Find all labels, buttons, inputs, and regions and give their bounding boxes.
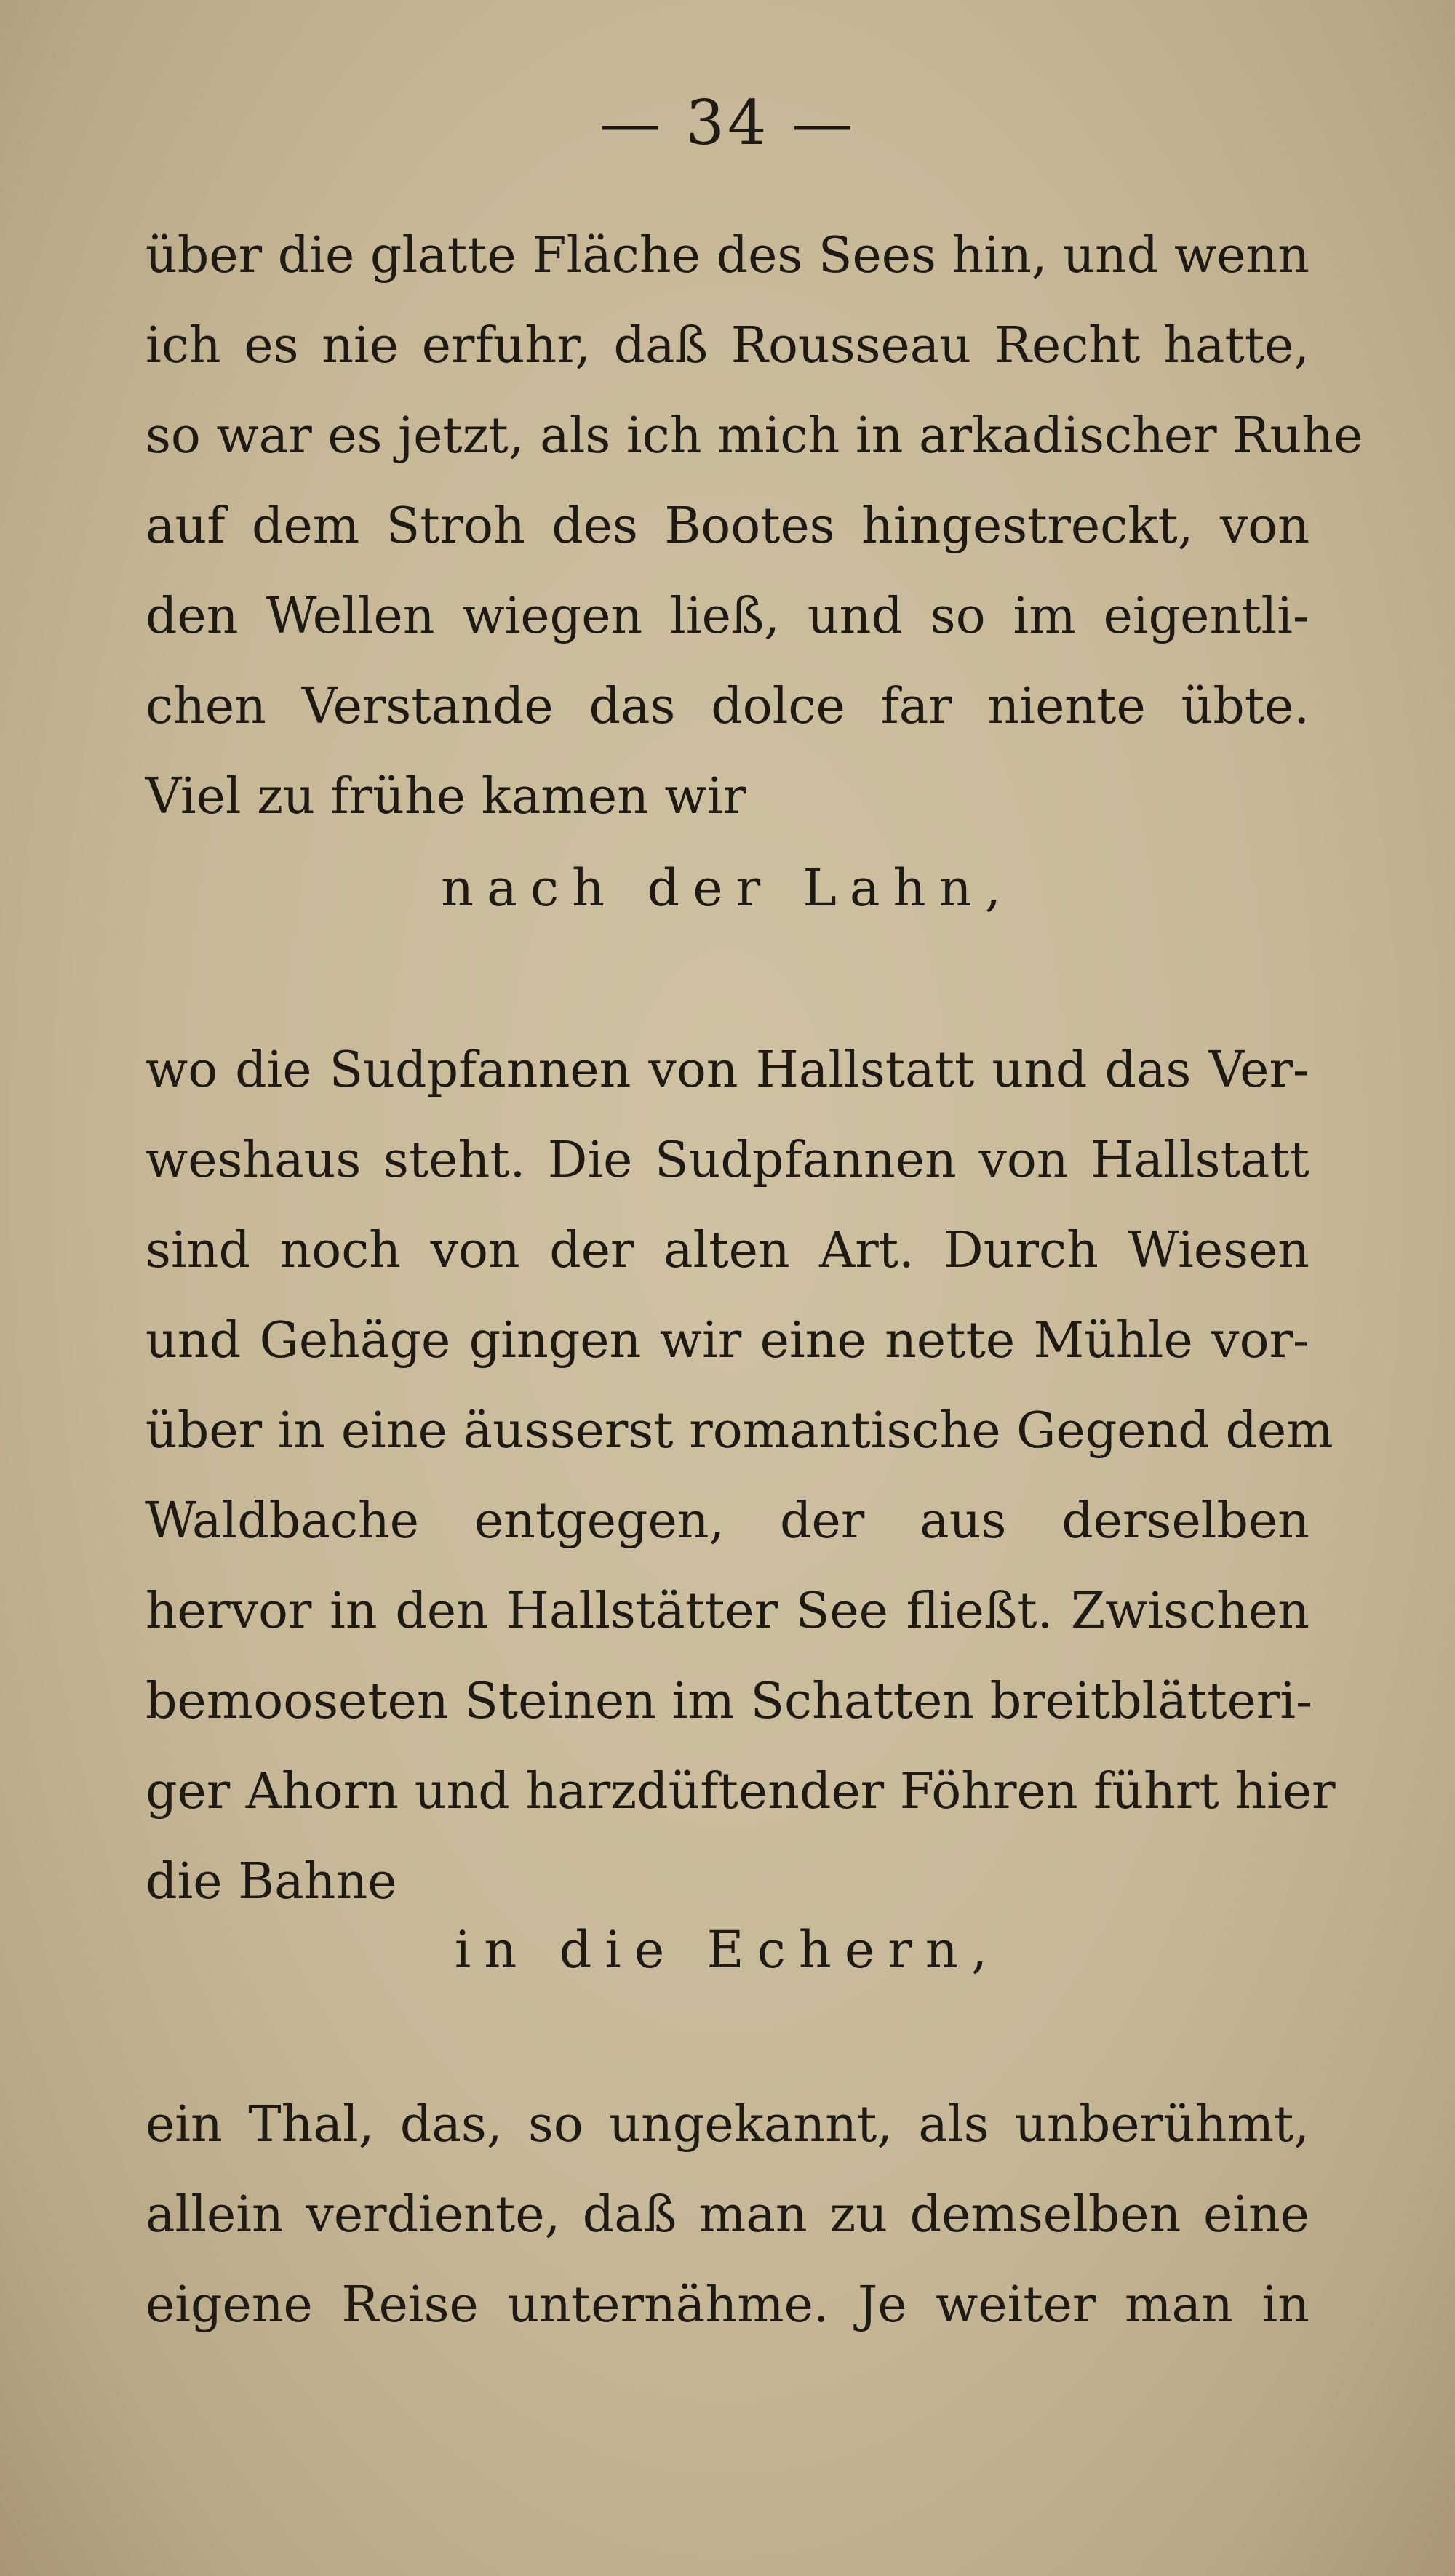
- text-line: über die glatte Fläche des Sees hin, und wenn: [146, 227, 1310, 284]
- text-line: allein verdiente, daß man zu demselben eine: [146, 2186, 1310, 2244]
- paragraph-2: [146, 1025, 1336, 1927]
- text-line: hervor in den Hallstätter See fließt. Zwischen: [146, 1583, 1310, 1640]
- text-line: wo die Sudpfannen von Hallstatt und das Ver-: [146, 1041, 1310, 1099]
- text-line: so war es jetzt, als ich mich in arkadischer Ruhe: [146, 407, 1363, 465]
- section-heading-lahn: nach der Lahn,: [441, 858, 1014, 918]
- text-line: die Bahne: [146, 1853, 397, 1911]
- text-line: chen Verstande das dolce far niente übte.: [146, 678, 1310, 735]
- text-line: eigene Reise unternähme. Je weiter man in: [146, 2276, 1310, 2334]
- text-line: ger Ahorn und harzdüftender Föhren führt hier: [146, 1763, 1336, 1820]
- text-line: Waldbache entgegen, der aus derselben: [146, 1492, 1310, 1550]
- text-line: bemooseten Steinen im Schatten breitblätteri-: [146, 1673, 1313, 1730]
- text-line: ein Thal, das, so ungekannt, als unberühmt,: [146, 2096, 1310, 2153]
- page-number-header: — 34 —: [599, 87, 856, 159]
- text-line: und Gehäge gingen wir eine nette Mühle vor-: [146, 1312, 1310, 1369]
- text-line: Viel zu frühe kamen wir: [146, 768, 746, 825]
- text-line: den Wellen wiegen ließ, und so im eigentli-: [146, 588, 1310, 645]
- text-line: über in eine äusserst romantische Gegend dem: [146, 1402, 1334, 1460]
- paragraph-1: [146, 211, 1363, 842]
- text-line: sind noch von der alten Art. Durch Wiesen: [146, 1222, 1310, 1279]
- section-heading-echern: in die Echern,: [454, 1920, 1001, 1980]
- text-line: weshaus steht. Die Sudpfannen von Hallstatt: [146, 1132, 1310, 1189]
- text-line: auf dem Stroh des Bootes hingestreckt, von: [146, 497, 1310, 555]
- paragraph-3: [146, 2080, 1310, 2351]
- text-line: ich es nie erfuhr, daß Rousseau Recht hatte,: [146, 317, 1310, 375]
